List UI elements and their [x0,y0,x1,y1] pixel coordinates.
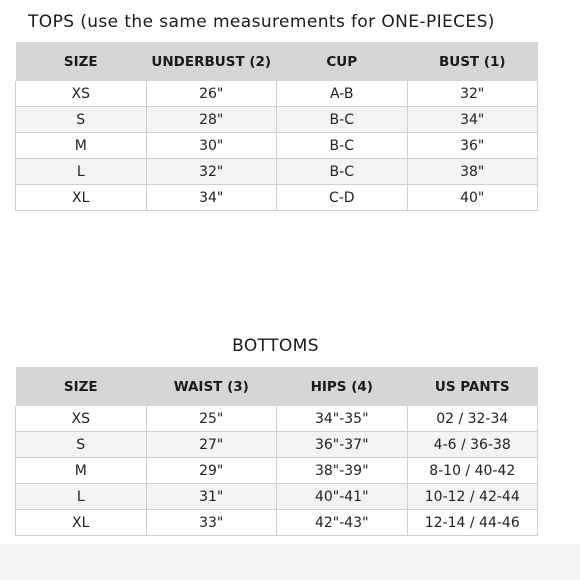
tops-title: TOPS (use the same measurements for ONE-PIECES) [28,12,495,32]
cup-cell: B-C [277,133,408,159]
size-cell: XL [16,510,147,536]
underbust-cell: 32" [146,159,277,185]
table-row [16,133,538,159]
table-row [16,432,538,458]
waist-cell: 33" [146,510,277,536]
bust-cell: 32" [407,81,538,107]
table-row [16,81,538,107]
size-cell: L [16,159,147,185]
us-pants-cell: 10-12 / 42-44 [407,484,538,510]
underbust-cell: 26" [146,81,277,107]
cup-cell: B-C [277,159,408,185]
column-header-underbust: UNDERBUST (2) [146,42,277,81]
bust-cell: 38" [407,159,538,185]
bottoms-title: BOTTOMS [232,336,319,356]
size-cell: S [16,107,147,133]
table-row [16,406,538,432]
us-pants-cell: 4-6 / 36-38 [407,432,538,458]
table-row [16,185,538,211]
bottoms-size-table [15,367,538,536]
table-row [16,107,538,133]
table-header-row [16,42,538,81]
size-cell: S [16,432,147,458]
size-cell: L [16,484,147,510]
underbust-cell: 34" [146,185,277,211]
waist-cell: 29" [146,458,277,484]
table-header-row [16,367,538,406]
us-pants-cell: 02 / 32-34 [407,406,538,432]
table-row [16,510,538,536]
waist-cell: 31" [146,484,277,510]
column-header-size: SIZE [16,42,147,81]
size-cell: M [16,458,147,484]
table-row [16,458,538,484]
bottom-background-strip [0,544,580,580]
tops-size-table [15,42,538,211]
column-header-size: SIZE [16,367,147,406]
table-row [16,484,538,510]
size-cell: M [16,133,147,159]
waist-cell: 27" [146,432,277,458]
hips-cell: 40"-41" [277,484,408,510]
underbust-cell: 28" [146,107,277,133]
waist-cell: 25" [146,406,277,432]
cup-cell: A-B [277,81,408,107]
column-header-hips: HIPS (4) [277,367,408,406]
table-row [16,159,538,185]
column-header-waist: WAIST (3) [146,367,277,406]
hips-cell: 34"-35" [277,406,408,432]
hips-cell: 36"-37" [277,432,408,458]
size-cell: XL [16,185,147,211]
us-pants-cell: 12-14 / 44-46 [407,510,538,536]
size-cell: XS [16,81,147,107]
bust-cell: 34" [407,107,538,133]
column-header-us-pants: US PANTS [407,367,538,406]
cup-cell: C-D [277,185,408,211]
underbust-cell: 30" [146,133,277,159]
hips-cell: 38"-39" [277,458,408,484]
column-header-cup: CUP [277,42,408,81]
bust-cell: 36" [407,133,538,159]
cup-cell: B-C [277,107,408,133]
us-pants-cell: 8-10 / 40-42 [407,458,538,484]
hips-cell: 42"-43" [277,510,408,536]
bust-cell: 40" [407,185,538,211]
size-cell: XS [16,406,147,432]
column-header-bust: BUST (1) [407,42,538,81]
